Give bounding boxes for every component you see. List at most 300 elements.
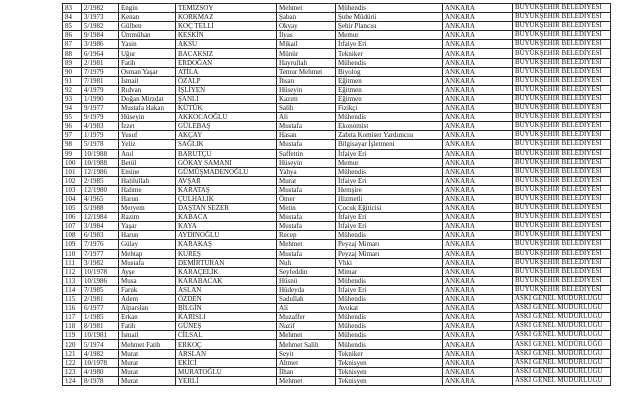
cell-row-number: 117 xyxy=(63,313,82,322)
cell-first-name: Murat xyxy=(119,367,176,376)
table-row xyxy=(63,295,611,304)
cell-surname: İŞLİYEN xyxy=(176,85,277,94)
cell-city: ANKARA xyxy=(443,4,513,13)
cell-father-name: İhsan xyxy=(277,76,336,85)
cell-first-name: Meryem xyxy=(119,204,176,213)
cell-row-number: 107 xyxy=(63,222,82,231)
cell-date: 7/1976 xyxy=(82,240,119,249)
table-row xyxy=(63,4,611,13)
cell-row-number: 86 xyxy=(63,31,82,40)
cell-father-name: Muzaffer xyxy=(277,313,336,322)
cell-title: Memur xyxy=(336,31,443,40)
cell-row-number: 102 xyxy=(63,176,82,185)
cell-father-name: Mehmet xyxy=(277,331,336,340)
cell-city: ANKARA xyxy=(443,231,513,240)
cell-institution: BÜYÜKŞEHİR BELEDİYESİ xyxy=(513,267,611,276)
cell-first-name: Osman Yaşar xyxy=(119,67,176,76)
cell-city: ANKARA xyxy=(443,349,513,358)
cell-father-name: Seyfeddin xyxy=(277,267,336,276)
cell-row-number: 109 xyxy=(63,240,82,249)
cell-surname: YERLİ xyxy=(176,376,277,385)
cell-surname: ÖZALP xyxy=(176,76,277,85)
cell-father-name: İlyas xyxy=(277,31,336,40)
cell-surname: EKİCİ xyxy=(176,358,277,367)
table-row xyxy=(63,340,611,349)
cell-city: ANKARA xyxy=(443,67,513,76)
cell-title: Bilgisayar İşletmeni xyxy=(336,140,443,149)
table-row xyxy=(63,331,611,340)
cell-title: Ekonomist xyxy=(336,122,443,131)
cell-row-number: 92 xyxy=(63,85,82,94)
cell-institution: BÜYÜKŞEHİR BELEDİYESİ xyxy=(513,58,611,67)
cell-title: Zabıta Komiser Yardımcısı xyxy=(336,131,443,140)
cell-title: Mühendis xyxy=(336,340,443,349)
cell-surname: KARAÇELİK xyxy=(176,267,277,276)
cell-institution: ASKİ GENEL MÜDÜRLÜĞÜ xyxy=(513,304,611,313)
cell-date: 7/1979 xyxy=(82,67,119,76)
cell-surname: AYDINOĞLU xyxy=(176,231,277,240)
cell-date: 5/1982 xyxy=(82,22,119,31)
cell-title: Mühendis xyxy=(336,313,443,322)
cell-date: 2/1981 xyxy=(82,58,119,67)
cell-date: 5/1974 xyxy=(82,340,119,349)
table-row xyxy=(63,31,611,40)
cell-father-name: Saffettin xyxy=(277,149,336,158)
cell-first-name: Murat xyxy=(119,358,176,367)
cell-father-name: Mehmet xyxy=(277,376,336,385)
cell-father-name: Mikail xyxy=(277,40,336,49)
cell-surname: KUREŞ xyxy=(176,249,277,258)
cell-surname: ATİLA xyxy=(176,67,277,76)
table-row xyxy=(63,85,611,94)
cell-date: 6/1977 xyxy=(82,304,119,313)
cell-row-number: 85 xyxy=(63,22,82,31)
cell-surname: ARSLAN xyxy=(176,349,277,358)
cell-row-number: 90 xyxy=(63,67,82,76)
cell-row-number: 88 xyxy=(63,49,82,58)
cell-institution: BÜYÜKŞEHİR BELEDİYESİ xyxy=(513,204,611,213)
cell-date: 9/1984 xyxy=(82,31,119,40)
cell-first-name: Ayşe xyxy=(119,267,176,276)
cell-first-name: Fatih xyxy=(119,58,176,67)
table-row xyxy=(63,276,611,285)
table-row xyxy=(63,40,611,49)
cell-surname: GÜMÜŞMADENOĞLU xyxy=(176,167,277,176)
cell-first-name: Engin xyxy=(119,4,176,13)
cell-institution: BÜYÜKŞEHİR BELEDİYESİ xyxy=(513,185,611,194)
cell-title: Mühendis xyxy=(336,331,443,340)
cell-date: 8/1981 xyxy=(82,322,119,331)
cell-date: 7/1977 xyxy=(82,249,119,258)
table-row xyxy=(63,167,611,176)
cell-row-number: 116 xyxy=(63,304,82,313)
table-row xyxy=(63,304,611,313)
cell-father-name: Temur Mehmet xyxy=(277,67,336,76)
cell-father-name: Recep xyxy=(277,231,336,240)
cell-row-number: 99 xyxy=(63,149,82,158)
cell-first-name: İzzet xyxy=(119,122,176,131)
cell-surname: BİLGİN xyxy=(176,304,277,313)
cell-surname: GÖKAY SAMANI xyxy=(176,158,277,167)
cell-title: Peyzaj Mimarı xyxy=(336,249,443,258)
cell-title: Mühendis xyxy=(336,295,443,304)
cell-city: ANKARA xyxy=(443,85,513,94)
cell-date: 2/1982 xyxy=(82,4,119,13)
cell-title: Tekniker xyxy=(336,49,443,58)
cell-surname: ERDOĞAN xyxy=(176,58,277,67)
cell-date: 5/1988 xyxy=(82,204,119,213)
cell-first-name: Murat xyxy=(119,376,176,385)
cell-first-name: Gülay xyxy=(119,240,176,249)
cell-institution: BÜYÜKŞEHİR BELEDİYESİ xyxy=(513,240,611,249)
cell-title: Teknisyen xyxy=(336,367,443,376)
cell-city: ANKARA xyxy=(443,367,513,376)
cell-father-name: Nuh xyxy=(277,258,336,267)
table-row xyxy=(63,158,611,167)
cell-city: ANKARA xyxy=(443,158,513,167)
table-row xyxy=(63,349,611,358)
cell-first-name: Faruk xyxy=(119,285,176,294)
cell-title: Eğitmen xyxy=(336,76,443,85)
cell-row-number: 119 xyxy=(63,331,82,340)
table-row xyxy=(63,58,611,67)
cell-date: 8/1978 xyxy=(82,376,119,385)
table-row xyxy=(63,67,611,76)
cell-row-number: 118 xyxy=(63,322,82,331)
cell-first-name: Halime xyxy=(119,185,176,194)
cell-father-name: Ahmet xyxy=(277,358,336,367)
cell-date: 4/1965 xyxy=(82,194,119,203)
cell-first-name: Emine xyxy=(119,167,176,176)
cell-first-name: Adem xyxy=(119,295,176,304)
cell-title: Fizikçi xyxy=(336,104,443,113)
cell-first-name: Mustafa Hakan xyxy=(119,104,176,113)
cell-institution: BÜYÜKŞEHİR BELEDİYESİ xyxy=(513,258,611,267)
cell-city: ANKARA xyxy=(443,194,513,203)
table-row xyxy=(63,231,611,240)
cell-institution: BÜYÜKŞEHİR BELEDİYESİ xyxy=(513,49,611,58)
cell-father-name: Okyay xyxy=(277,22,336,31)
table-row xyxy=(63,358,611,367)
cell-date: 10/1978 xyxy=(82,358,119,367)
cell-title: Avukat xyxy=(336,304,443,313)
cell-date: 7/1981 xyxy=(82,76,119,85)
cell-surname: ERKOÇ xyxy=(176,340,277,349)
cell-first-name: Razim xyxy=(119,213,176,222)
cell-institution: BÜYÜKŞEHİR BELEDİYESİ xyxy=(513,231,611,240)
cell-city: ANKARA xyxy=(443,322,513,331)
cell-date: 6/1964 xyxy=(82,49,119,58)
cell-city: ANKARA xyxy=(443,113,513,122)
table-row xyxy=(63,185,611,194)
cell-city: ANKARA xyxy=(443,131,513,140)
cell-surname: GÜLEBAŞ xyxy=(176,122,277,131)
table-row xyxy=(63,249,611,258)
cell-institution: BÜYÜKŞEHİR BELEDİYESİ xyxy=(513,13,611,22)
cell-first-name: Anıl xyxy=(119,149,176,158)
cell-date: 5/1978 xyxy=(82,140,119,149)
cell-surname: KORKMAZ xyxy=(176,13,277,22)
cell-city: ANKARA xyxy=(443,40,513,49)
cell-city: ANKARA xyxy=(443,58,513,67)
cell-city: ANKARA xyxy=(443,240,513,249)
cell-father-name: Mustafa xyxy=(277,185,336,194)
cell-date: 3/1982 xyxy=(82,258,119,267)
cell-row-number: 94 xyxy=(63,104,82,113)
cell-institution: BÜYÜKŞEHİR BELEDİYESİ xyxy=(513,276,611,285)
cell-city: ANKARA xyxy=(443,267,513,276)
cell-institution: BÜYÜKŞEHİR BELEDİYESİ xyxy=(513,176,611,185)
cell-father-name: Nazif xyxy=(277,322,336,331)
cell-city: ANKARA xyxy=(443,49,513,58)
cell-first-name: Mustafa xyxy=(119,258,176,267)
cell-row-number: 121 xyxy=(63,349,82,358)
cell-title: Mühendis xyxy=(336,231,443,240)
cell-surname: DEMİRTURAN xyxy=(176,258,277,267)
cell-row-number: 87 xyxy=(63,40,82,49)
table-row xyxy=(63,140,611,149)
cell-title: Teknisyen xyxy=(336,358,443,367)
cell-date: 12/1984 xyxy=(82,213,119,222)
cell-surname: ÖZDEN xyxy=(176,295,277,304)
cell-city: ANKARA xyxy=(443,222,513,231)
cell-city: ANKARA xyxy=(443,185,513,194)
cell-row-number: 104 xyxy=(63,194,82,203)
cell-father-name: Hüsnü xyxy=(277,276,336,285)
cell-date: 10/1981 xyxy=(82,331,119,340)
cell-title: Vhki xyxy=(336,258,443,267)
cell-city: ANKARA xyxy=(443,304,513,313)
cell-institution: BÜYÜKŞEHİR BELEDİYESİ xyxy=(513,40,611,49)
cell-city: ANKARA xyxy=(443,13,513,22)
cell-title: Mühendis xyxy=(336,4,443,13)
cell-surname: SAĞLIK xyxy=(176,140,277,149)
cell-title: Mühendis xyxy=(336,322,443,331)
cell-city: ANKARA xyxy=(443,140,513,149)
cell-date: 10/1988 xyxy=(82,158,119,167)
cell-title: Biyolog xyxy=(336,67,443,76)
cell-row-number: 93 xyxy=(63,94,82,103)
table-row xyxy=(63,131,611,140)
cell-surname: KARISLI xyxy=(176,313,277,322)
cell-title: Tekniker xyxy=(336,349,443,358)
cell-title: Hemşire xyxy=(336,185,443,194)
cell-date: 12/1980 xyxy=(82,185,119,194)
cell-title: Mühendis xyxy=(336,58,443,67)
cell-father-name: Murat xyxy=(277,176,336,185)
cell-date: 1/1990 xyxy=(82,94,119,103)
cell-city: ANKARA xyxy=(443,258,513,267)
cell-institution: ASKİ GENEL MÜDÜRLÜĞÜ xyxy=(513,340,611,349)
cell-city: ANKARA xyxy=(443,31,513,40)
cell-institution: BÜYÜKŞEHİR BELEDİYESİ xyxy=(513,22,611,31)
cell-row-number: 113 xyxy=(63,276,82,285)
cell-title: Memur xyxy=(336,158,443,167)
table-row xyxy=(63,13,611,22)
table-row xyxy=(63,149,611,158)
cell-row-number: 112 xyxy=(63,267,82,276)
cell-institution: BÜYÜKŞEHİR BELEDİYESİ xyxy=(513,104,611,113)
cell-first-name: İsmail xyxy=(119,76,176,85)
cell-row-number: 122 xyxy=(63,358,82,367)
cell-institution: ASKİ GENEL MÜDÜRLÜĞÜ xyxy=(513,376,611,385)
cell-title: İtfaiye Eri xyxy=(336,40,443,49)
cell-row-number: 120 xyxy=(63,340,82,349)
cell-date: 3/1984 xyxy=(82,222,119,231)
cell-institution: BÜYÜKŞEHİR BELEDİYESİ xyxy=(513,167,611,176)
cell-first-name: Mehmet Fatih xyxy=(119,340,176,349)
cell-surname: KÜTÜK xyxy=(176,104,277,113)
cell-institution: BÜYÜKŞEHİR BELEDİYESİ xyxy=(513,94,611,103)
cell-date: 7/1985 xyxy=(82,285,119,294)
cell-father-name: Salih xyxy=(277,104,336,113)
cell-title: Eğitmen xyxy=(336,85,443,94)
cell-father-name: Şaban xyxy=(277,13,336,22)
cell-father-name: Metin xyxy=(277,204,336,213)
cell-institution: BÜYÜKŞEHİR BELEDİYESİ xyxy=(513,194,611,203)
table-row xyxy=(63,49,611,58)
table-row xyxy=(63,322,611,331)
cell-father-name: Hüseyin xyxy=(277,85,336,94)
cell-title: İtfaiye Eri xyxy=(336,149,443,158)
table-row xyxy=(63,258,611,267)
cell-title: İtfaiye Eri xyxy=(336,176,443,185)
cell-row-number: 97 xyxy=(63,131,82,140)
cell-institution: BÜYÜKŞEHİR BELEDİYESİ xyxy=(513,158,611,167)
cell-row-number: 106 xyxy=(63,213,82,222)
cell-title: İtfaiye Eri xyxy=(336,213,443,222)
cell-date: 1/1985 xyxy=(82,313,119,322)
cell-institution: ASKİ GENEL MÜDÜRLÜĞÜ xyxy=(513,331,611,340)
cell-institution: BÜYÜKŞEHİR BELEDİYESİ xyxy=(513,67,611,76)
table-row xyxy=(63,367,611,376)
cell-institution: BÜYÜKŞEHİR BELEDİYESİ xyxy=(513,285,611,294)
cell-father-name: Mustafa xyxy=(277,213,336,222)
cell-surname: KARABACAK xyxy=(176,276,277,285)
cell-city: ANKARA xyxy=(443,340,513,349)
cell-father-name: Münür xyxy=(277,49,336,58)
cell-surname: ÇULHALIK xyxy=(176,194,277,203)
cell-city: ANKARA xyxy=(443,149,513,158)
cell-date: 4/1983 xyxy=(82,122,119,131)
cell-institution: BÜYÜKŞEHİR BELEDİYESİ xyxy=(513,140,611,149)
cell-row-number: 83 xyxy=(63,4,82,13)
cell-first-name: Yeliz xyxy=(119,140,176,149)
cell-surname: MURATOĞLU xyxy=(176,367,277,376)
table-row xyxy=(63,376,611,385)
cell-first-name: Murat xyxy=(119,349,176,358)
cell-row-number: 91 xyxy=(63,76,82,85)
cell-date: 10/1988 xyxy=(82,149,119,158)
cell-city: ANKARA xyxy=(443,358,513,367)
cell-institution: BÜYÜKŞEHİR BELEDİYESİ xyxy=(513,113,611,122)
cell-surname: GÜNEŞ xyxy=(176,322,277,331)
cell-city: ANKARA xyxy=(443,249,513,258)
cell-first-name: Yasin xyxy=(119,40,176,49)
cell-surname: KABACA xyxy=(176,213,277,222)
cell-city: ANKARA xyxy=(443,213,513,222)
cell-first-name: Halilullah xyxy=(119,176,176,185)
cell-father-name: Ali xyxy=(277,304,336,313)
cell-first-name: Erkan xyxy=(119,313,176,322)
cell-institution: BÜYÜKŞEHİR BELEDİYESİ xyxy=(513,76,611,85)
cell-date: 3/1973 xyxy=(82,13,119,22)
cell-father-name: Mehmet xyxy=(277,4,336,13)
cell-surname: ŞANLI xyxy=(176,94,277,103)
cell-title: İtfaiye Eri xyxy=(336,285,443,294)
cell-city: ANKARA xyxy=(443,276,513,285)
cell-institution: ASKİ GENEL MÜDÜRLÜĞÜ xyxy=(513,313,611,322)
cell-first-name: Rıdvan xyxy=(119,85,176,94)
table-body xyxy=(63,4,611,386)
cell-row-number: 103 xyxy=(63,185,82,194)
cell-surname: KESKİN xyxy=(176,31,277,40)
cell-row-number: 111 xyxy=(63,258,82,267)
cell-date: 1/1979 xyxy=(82,131,119,140)
cell-father-name: Mehmet Salih xyxy=(277,340,336,349)
cell-father-name: Hüseyin xyxy=(277,158,336,167)
cell-father-name: Ali xyxy=(277,113,336,122)
cell-city: ANKARA xyxy=(443,104,513,113)
cell-city: ANKARA xyxy=(443,76,513,85)
cell-first-name: Harun xyxy=(119,194,176,203)
cell-father-name: Ömer xyxy=(277,194,336,203)
cell-father-name: İlhan xyxy=(277,367,336,376)
cell-city: ANKARA xyxy=(443,176,513,185)
cell-city: ANKARA xyxy=(443,285,513,294)
cell-first-name: Hüseyin xyxy=(119,113,176,122)
cell-first-name: Alparslan xyxy=(119,304,176,313)
table-row xyxy=(63,122,611,131)
cell-date: 2/1985 xyxy=(82,176,119,185)
cell-first-name: Harun xyxy=(119,231,176,240)
cell-institution: ASKİ GENEL MÜDÜRLÜĞÜ xyxy=(513,367,611,376)
cell-row-number: 115 xyxy=(63,295,82,304)
cell-date: 4/1979 xyxy=(82,85,119,94)
cell-city: ANKARA xyxy=(443,22,513,31)
cell-title: Çocuk Eğiticisi xyxy=(336,204,443,213)
cell-father-name: Mustafa xyxy=(277,222,336,231)
cell-surname: AKSU xyxy=(176,40,277,49)
table-row xyxy=(63,285,611,294)
cell-row-number: 98 xyxy=(63,140,82,149)
cell-surname: AKÇAY xyxy=(176,131,277,140)
cell-row-number: 114 xyxy=(63,285,82,294)
cell-date: 10/1978 xyxy=(82,267,119,276)
cell-first-name: Mehtap xyxy=(119,249,176,258)
cell-date: 12/1986 xyxy=(82,167,119,176)
cell-father-name: Mustafa xyxy=(277,249,336,258)
cell-row-number: 84 xyxy=(63,13,82,22)
cell-father-name: Kazım xyxy=(277,94,336,103)
cell-surname: KARAKAŞ xyxy=(176,240,277,249)
cell-row-number: 95 xyxy=(63,113,82,122)
cell-city: ANKARA xyxy=(443,295,513,304)
cell-surname: BARUTÇU xyxy=(176,149,277,158)
cell-date: 2/1981 xyxy=(82,295,119,304)
cell-first-name: Yusuf xyxy=(119,131,176,140)
cell-date: 6/1983 xyxy=(82,231,119,240)
cell-father-name: Sadullah xyxy=(277,295,336,304)
cell-surname: TEMİZSOY xyxy=(176,4,277,13)
table-row xyxy=(63,213,611,222)
table-row xyxy=(63,176,611,185)
table-row xyxy=(63,76,611,85)
cell-institution: BÜYÜKŞEHİR BELEDİYESİ xyxy=(513,131,611,140)
cell-surname: ASLAN xyxy=(176,285,277,294)
cell-first-name: Musa xyxy=(119,276,176,285)
cell-father-name: Mustafa xyxy=(277,140,336,149)
